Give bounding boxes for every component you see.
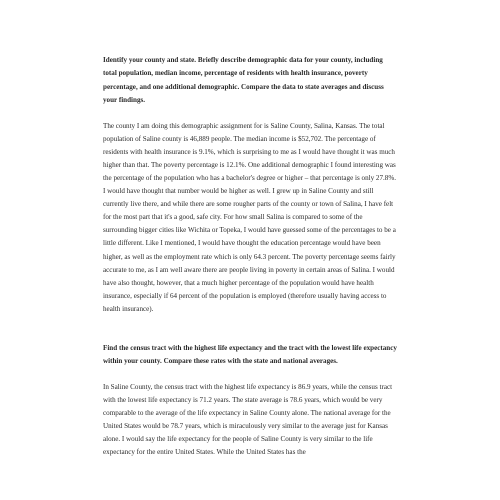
question-1-heading: Identify your county and state. Briefly describe demographic data for your county, including total population, median income, percentage of residents with health insurance, poverty percentage, and one additional demographic. Compare the data to state averages and discuss your findings. (103, 56, 384, 105)
spacer (103, 316, 397, 342)
question-2-heading: Find the census tract with the highest life expectancy and the tract with the lowest life expectancy within your county. Compare these rates with the state and national averages. (103, 344, 397, 366)
spacer (103, 108, 397, 120)
document-page (103, 54, 397, 459)
answer-2-paragraph: In Saline County, the census tract with the highest life expectancy is 86.9 years, while the census tract with the lowest life expectancy is 71.2 years. The state average is 78.6 years, which would be very comparable to the average of the life expectancy in Saline County alone. The national average for the United States would be 78.7 years, which is miraculously very similar to the average just for Kansas alone. I would say the life expectancy for the people of Saline County is very similar to the life expectancy for the entire United States. While the United States has the (103, 382, 393, 457)
spacer (103, 369, 397, 381)
answer-1-paragraph: The county I am doing this demographic assignment for is Saline County, Salina, Kansas. The total population of Saline county is 46,889 people. The median income is $52,702. The percentage of residents with health insurance is 9.1%, which is surprising to me as I would have thought it was much higher than that. The poverty percentage is 12.1%. One additional demographic I found interesting was the percentage of the population who has a bachelor's degree or higher – that percentage is only 27.8%. I would have thought that number would be higher as well. I grew up in Saline County and still currently live there, and while there are some rougher parts of the county or town of Salina, I have felt for the most part that it's a good, safe city. For how small Salina is compared to some of the surrounding bigger cities like Wichita or Topeka, I would have guessed some of the percentages to be a little different. Like I mentioned, I would have thought the education percentage would have been higher, as well as the employment rate which is only 64.3 percent. The poverty percentage seems fairly accurate to me, as I am well aware there are people living in poverty in certain areas of Salina. I would have also thought, however, that a much higher percentage of the population would have health insurance, especially if 64 percent of the population is employed (therefore usually having access to health insurance). (103, 121, 397, 313)
